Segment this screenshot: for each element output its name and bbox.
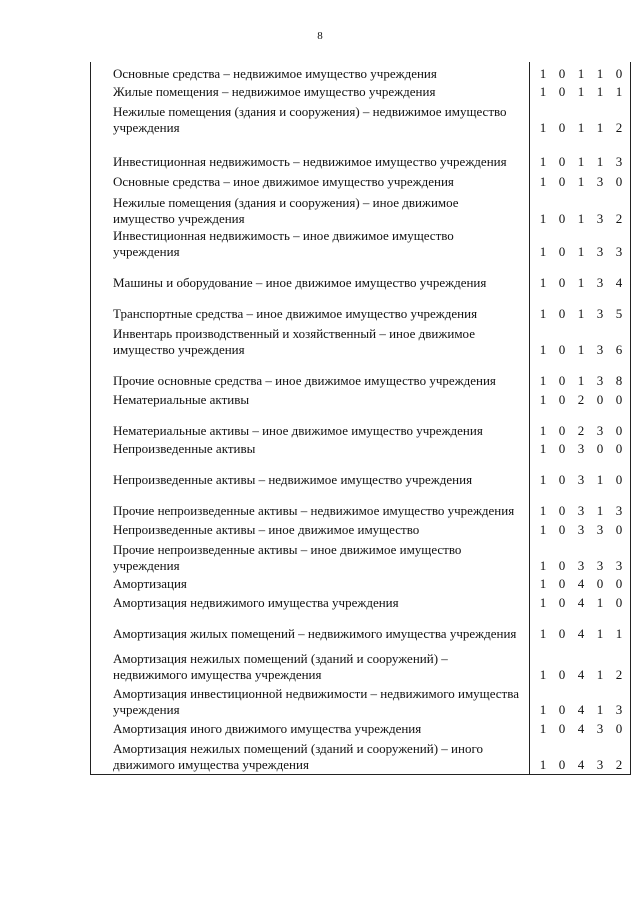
code-digit: 1 [577,84,585,99]
account-name: Нежилые помещения (здания и сооружения) – недвижимое имущество учреждения [113,104,507,135]
code-digit: 3 [596,423,604,438]
code-digit: 1 [539,702,547,717]
account-code [530,244,630,261]
code-digit: 1 [539,472,547,487]
account-name-cell [91,83,530,101]
account-code-cell [530,292,631,323]
code-digit: 3 [596,373,604,388]
account-code-cell [530,409,631,440]
code-digit: 3 [615,154,623,169]
table-row [91,643,631,684]
code-digit: 1 [596,595,604,610]
account-code [530,154,630,171]
account-name-cell [91,440,530,458]
account-name: Транспортные средства – иное движимое имущество учреждения [113,306,478,321]
account-code-cell [530,738,631,774]
code-digit: 1 [539,721,547,736]
account-name-cell [91,359,530,390]
code-digit: 1 [539,558,547,573]
account-code [530,120,630,137]
code-digit: 1 [577,66,585,81]
account-name-cell [91,738,530,774]
code-digit: 1 [596,154,604,169]
code-digit: 1 [577,120,585,135]
account-code [530,174,630,191]
code-digit: 0 [615,423,623,438]
account-code-cell [530,390,631,409]
code-digit: 0 [558,211,566,226]
account-code-cell [530,137,631,171]
account-code [530,595,630,612]
account-name: Основные средства – иное движимое имущество учреждения [113,174,454,189]
code-digit: 2 [615,756,623,772]
code-digit: 3 [577,558,585,573]
account-name-cell [91,191,530,228]
code-digit: 3 [615,244,623,259]
account-code [530,275,630,292]
accounts-table [90,62,631,775]
code-digit: 0 [558,120,566,135]
account-name-cell [91,62,530,83]
table-row [91,719,631,738]
code-digit: 0 [615,392,623,407]
code-digit: 1 [577,211,585,226]
account-code-cell [530,539,631,575]
code-digit: 3 [615,503,623,518]
account-name-cell [91,137,530,171]
code-digit: 0 [615,576,623,591]
table-row [91,612,631,643]
account-code-cell [530,643,631,684]
account-name: Прочие непроизведенные активы – иное движимое имущество учреждения [113,542,462,573]
account-code-cell [530,440,631,458]
code-digit: 8 [615,373,623,388]
code-digit: 1 [577,244,585,259]
code-digit: 1 [539,174,547,189]
code-digit: 2 [615,667,623,682]
code-digit: 1 [539,423,547,438]
account-code-cell [530,83,631,101]
code-digit: 0 [558,576,566,591]
table-row [91,489,631,520]
table-row [91,228,631,261]
table-row [91,101,631,137]
code-digit: 0 [558,66,566,81]
account-name: Амортизация недвижимого имущества учреждения [113,595,399,610]
table-row [91,323,631,359]
code-digit: 1 [596,626,604,641]
code-digit: 1 [539,626,547,641]
code-digit: 1 [577,373,585,388]
account-name: Нематериальные активы – иное движимое имущество учреждения [113,423,483,438]
code-digit: 0 [558,84,566,99]
account-name-cell [91,261,530,292]
account-code-cell [530,489,631,520]
account-code [530,522,630,539]
account-code-cell [530,62,631,83]
code-digit: 0 [615,174,623,189]
account-name: Амортизация нежилых помещений (зданий и сооружений) – иного движимого имущества учреждения [113,740,483,772]
code-digit: 4 [577,576,585,591]
account-name: Жилые помещения – недвижимое имущество учреждения [113,84,436,99]
code-digit: 1 [539,595,547,610]
account-name: Амортизация нежилых помещений (зданий и сооружений) – недвижимого имущества учреждения [113,651,448,682]
account-code-cell [530,575,631,593]
account-code [530,392,630,409]
account-name-cell [91,520,530,539]
code-digit: 3 [615,702,623,717]
account-code [530,721,630,738]
code-digit: 3 [596,211,604,226]
table-row [91,684,631,719]
code-digit: 1 [539,120,547,135]
code-digit: 6 [615,342,623,357]
account-code-cell [530,593,631,612]
table-row [91,83,631,101]
code-digit: 0 [558,441,566,456]
account-code-cell [530,191,631,228]
account-name-cell [91,489,530,520]
account-name: Непроизведенные активы – иное движимое имущество [113,522,420,537]
code-digit: 3 [577,472,585,487]
code-digit: 1 [596,66,604,81]
account-code [530,576,630,593]
code-digit: 4 [577,721,585,736]
code-digit: 1 [539,373,547,388]
account-name-cell [91,171,530,191]
code-digit: 0 [558,626,566,641]
code-digit: 0 [558,472,566,487]
table-row [91,440,631,458]
code-digit: 1 [539,576,547,591]
account-code [530,373,630,390]
code-digit: 3 [596,275,604,290]
code-digit: 0 [558,702,566,717]
code-digit: 4 [577,756,585,772]
code-digit: 1 [539,211,547,226]
code-digit: 2 [577,423,585,438]
code-digit: 1 [615,84,623,99]
code-digit: 0 [596,441,604,456]
account-name-cell [91,323,530,359]
account-name-cell [91,684,530,719]
account-name-cell [91,409,530,440]
account-name: Непроизведенные активы – недвижимое имущество учреждения [113,472,473,487]
account-name: Машины и оборудование – иное движимое имущество учреждения [113,275,487,290]
table-row [91,137,631,171]
account-name: Прочие непроизведенные активы – недвижимое имущество учреждения [113,503,515,518]
code-digit: 1 [539,392,547,407]
code-digit: 3 [596,306,604,321]
account-name: Инвестиционная недвижимость – иное движимое имущество учреждения [113,228,454,259]
table-row [91,520,631,539]
account-name-cell [91,458,530,489]
code-digit: 0 [558,244,566,259]
code-digit: 0 [558,392,566,407]
account-name: Нежилые помещения (здания и сооружения) – иное движимое имущество учреждения [113,195,459,226]
code-digit: 5 [615,306,623,321]
account-code-cell [530,520,631,539]
account-name: Амортизация жилых помещений – недвижимого имущества учреждения [113,626,517,641]
code-digit: 1 [539,84,547,99]
code-digit: 1 [596,702,604,717]
table-row [91,409,631,440]
code-digit: 0 [615,66,623,81]
account-code-cell [530,101,631,137]
table-row [91,292,631,323]
account-name-cell [91,228,530,261]
account-code-cell [530,612,631,643]
code-digit: 1 [596,84,604,99]
code-digit: 1 [577,306,585,321]
code-digit: 1 [596,472,604,487]
code-digit: 1 [596,503,604,518]
code-digit: 1 [615,626,623,641]
code-digit: 3 [596,244,604,259]
code-digit: 0 [615,441,623,456]
account-code-cell [530,228,631,261]
account-name: Непроизведенные активы [113,441,256,456]
code-digit: 3 [577,522,585,537]
code-digit: 0 [558,373,566,388]
code-digit: 4 [615,275,623,290]
account-code-cell [530,719,631,738]
account-name: Основные средства – недвижимое имущество учреждения [113,66,437,81]
code-digit: 0 [596,576,604,591]
account-code [530,667,630,684]
account-name-cell [91,101,530,137]
code-digit: 3 [596,756,604,772]
page-number: 8 [317,30,323,42]
code-digit: 0 [558,503,566,518]
account-code [530,84,630,101]
accounts-table-body [91,62,631,774]
account-code [530,342,630,359]
table-row [91,458,631,489]
account-name-cell [91,539,530,575]
account-code-cell [530,359,631,390]
code-digit: 1 [539,522,547,537]
code-digit: 1 [596,120,604,135]
code-digit: 3 [577,441,585,456]
code-digit: 0 [558,174,566,189]
account-name: Амортизация иного движимого имущества учреждения [113,721,422,736]
code-digit: 3 [596,721,604,736]
account-name: Прочие основные средства – иное движимое имущество учреждения [113,373,496,388]
account-name-cell [91,390,530,409]
code-digit: 0 [615,522,623,537]
code-digit: 0 [558,154,566,169]
code-digit: 0 [558,595,566,610]
code-digit: 0 [596,392,604,407]
code-digit: 0 [558,306,566,321]
code-digit: 1 [539,441,547,456]
code-digit: 1 [539,306,547,321]
account-code [530,211,630,228]
table-row [91,62,631,83]
code-digit: 0 [615,472,623,487]
code-digit: 2 [615,120,623,135]
account-code-cell [530,171,631,191]
table-row [91,191,631,228]
code-digit: 1 [539,503,547,518]
account-name-cell [91,575,530,593]
code-digit: 0 [558,721,566,736]
account-code [530,558,630,575]
code-digit: 0 [558,558,566,573]
code-digit: 4 [577,626,585,641]
account-code [530,66,630,83]
account-code-cell [530,458,631,489]
account-name-cell [91,593,530,612]
account-name: Нематериальные активы [113,392,250,407]
code-digit: 4 [577,667,585,682]
code-digit: 0 [615,595,623,610]
account-code [530,423,630,440]
table-row [91,539,631,575]
table-row [91,593,631,612]
account-name: Инвестиционная недвижимость – недвижимое имущество учреждения [113,154,507,169]
account-name: Инвентарь производственный и хозяйственный – иное движимое имущество учреждения [113,326,475,357]
table-row [91,390,631,409]
account-code-cell [530,261,631,292]
code-digit: 1 [539,244,547,259]
code-digit: 4 [577,702,585,717]
account-code [530,306,630,323]
code-digit: 1 [539,275,547,290]
table-row [91,261,631,292]
code-digit: 4 [577,595,585,610]
table-row [91,575,631,593]
code-digit: 0 [558,423,566,438]
code-digit: 0 [558,342,566,357]
code-digit: 2 [577,392,585,407]
code-digit: 3 [596,342,604,357]
account-code [530,626,630,643]
code-digit: 0 [558,275,566,290]
code-digit: 2 [615,211,623,226]
code-digit: 1 [577,342,585,357]
account-code [530,472,630,489]
code-digit: 1 [539,756,547,772]
code-digit: 3 [596,522,604,537]
account-code [530,702,630,719]
account-name: Амортизация [113,576,187,591]
account-name-cell [91,612,530,643]
account-code [530,757,630,774]
account-code [530,503,630,520]
table-row [91,738,631,774]
code-digit: 1 [539,342,547,357]
code-digit: 3 [615,558,623,573]
code-digit: 0 [558,667,566,682]
account-code-cell [530,684,631,719]
code-digit: 0 [558,522,566,537]
code-digit: 1 [539,667,547,682]
table-row [91,171,631,191]
code-digit: 1 [577,275,585,290]
code-digit: 3 [596,174,604,189]
code-digit: 0 [558,756,566,772]
code-digit: 1 [539,66,547,81]
code-digit: 1 [539,154,547,169]
code-digit: 3 [577,503,585,518]
account-code-cell [530,323,631,359]
code-digit: 1 [577,174,585,189]
code-digit: 0 [615,721,623,736]
account-code [530,441,630,458]
code-digit: 1 [577,154,585,169]
code-digit: 3 [596,558,604,573]
account-name-cell [91,643,530,684]
account-name-cell [91,719,530,738]
code-digit: 1 [596,667,604,682]
table-row [91,359,631,390]
account-name-cell [91,292,530,323]
account-name: Амортизация инвестиционной недвижимости – недвижимого имущества учреждения [113,686,519,717]
